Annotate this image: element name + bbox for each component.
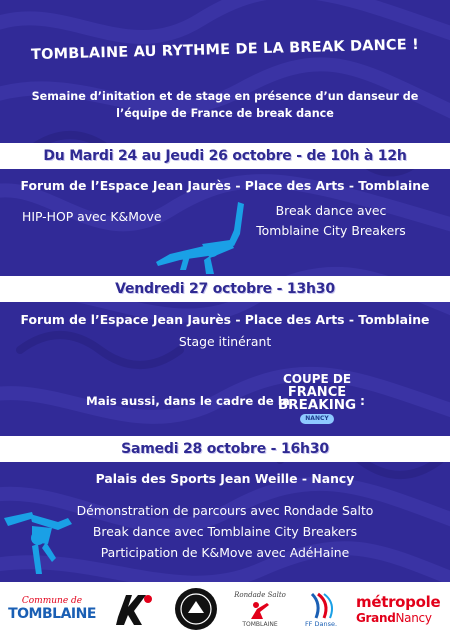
coupe-de-france-breaking-logo [277,373,357,437]
logo-line-3: BREAKING [277,397,357,413]
tomblaine-city-breakers-logo [172,586,220,632]
date-band-2 [0,276,450,302]
date-label-1: Du Mardi 24 au Jeudi 26 octobre - de 10h à 12h [43,148,407,164]
ff-danse-dancer-icon [306,590,336,620]
logo-line-1: COUPE DE [282,372,352,386]
activity-hiphop: HIP-HOP avec K&Move [22,209,162,224]
location-2: Forum de l’Espace Jean Jaurès - Place des Arts - Tomblaine [20,312,430,327]
activity-breakdance-1-line1: Break dance avec [275,203,387,218]
date-label-3: Samedi 28 octobre - 16h30 [121,441,329,457]
tomblaine-logo-small: Commune de [21,596,83,606]
date-band-1 [0,143,450,169]
ff-danse-label: FF Danse. [304,620,338,628]
also-text: Mais aussi, dans le cadre de la [86,394,290,408]
ff-danse-logo [296,586,346,632]
logo-line-2: FRANCE [287,385,347,400]
activity-stage: Stage itinérant [178,334,272,349]
breakdancer-freeze-icon [150,200,250,276]
rondade-gymnast-icon [247,599,273,621]
activity-kmove: Participation de K&Move avec AdéHaine [100,545,350,560]
tcb-badge-icon [174,587,218,631]
nancy-label: Nancy [395,611,432,625]
rondade-sub: TOMBLAINE [242,620,278,628]
poster-title: TOMBLAINE AU RYTHME DE LA BREAK DANCE ! [30,36,420,64]
activity-breakdance-1-line2: Tomblaine City Breakers [256,223,406,238]
poster-subtitle: Semaine d’initation et de stage en présence d’un danseur de l’équipe de France de break dance [31,90,419,120]
activity-demo: Démonstration de parcours avec Rondade Salto [76,503,374,518]
activity-breakdance-1 [256,203,406,238]
colon: : [360,393,365,408]
metropole-grand-nancy-logo [356,586,446,632]
date-band-3 [0,436,450,462]
tomblaine-logo [6,586,98,632]
metropole-label: métropole [356,593,441,611]
activity-breakdance-3: Break dance avec Tomblaine City Breakers [92,524,358,539]
partner-logos [0,582,450,637]
location-3: Palais des Sports Jean Weille - Nancy [95,471,355,486]
tomblaine-logo-big: TOMBLAINE [8,606,96,622]
logo-badge: NANCY [300,414,334,424]
rondade-title: Rondade Salto [234,590,286,599]
date-label-2: Vendredi 27 octobre - 13h30 [115,281,335,297]
location-1: Forum de l’Espace Jean Jaurès - Place des Arts - Tomblaine [20,178,430,193]
kmove-logo [110,586,160,632]
rondade-salto-logo [234,586,286,632]
kmove-figure-icon [112,587,158,631]
breakdancer-handstand-icon [2,508,76,580]
grand-label: Grand [356,611,396,625]
